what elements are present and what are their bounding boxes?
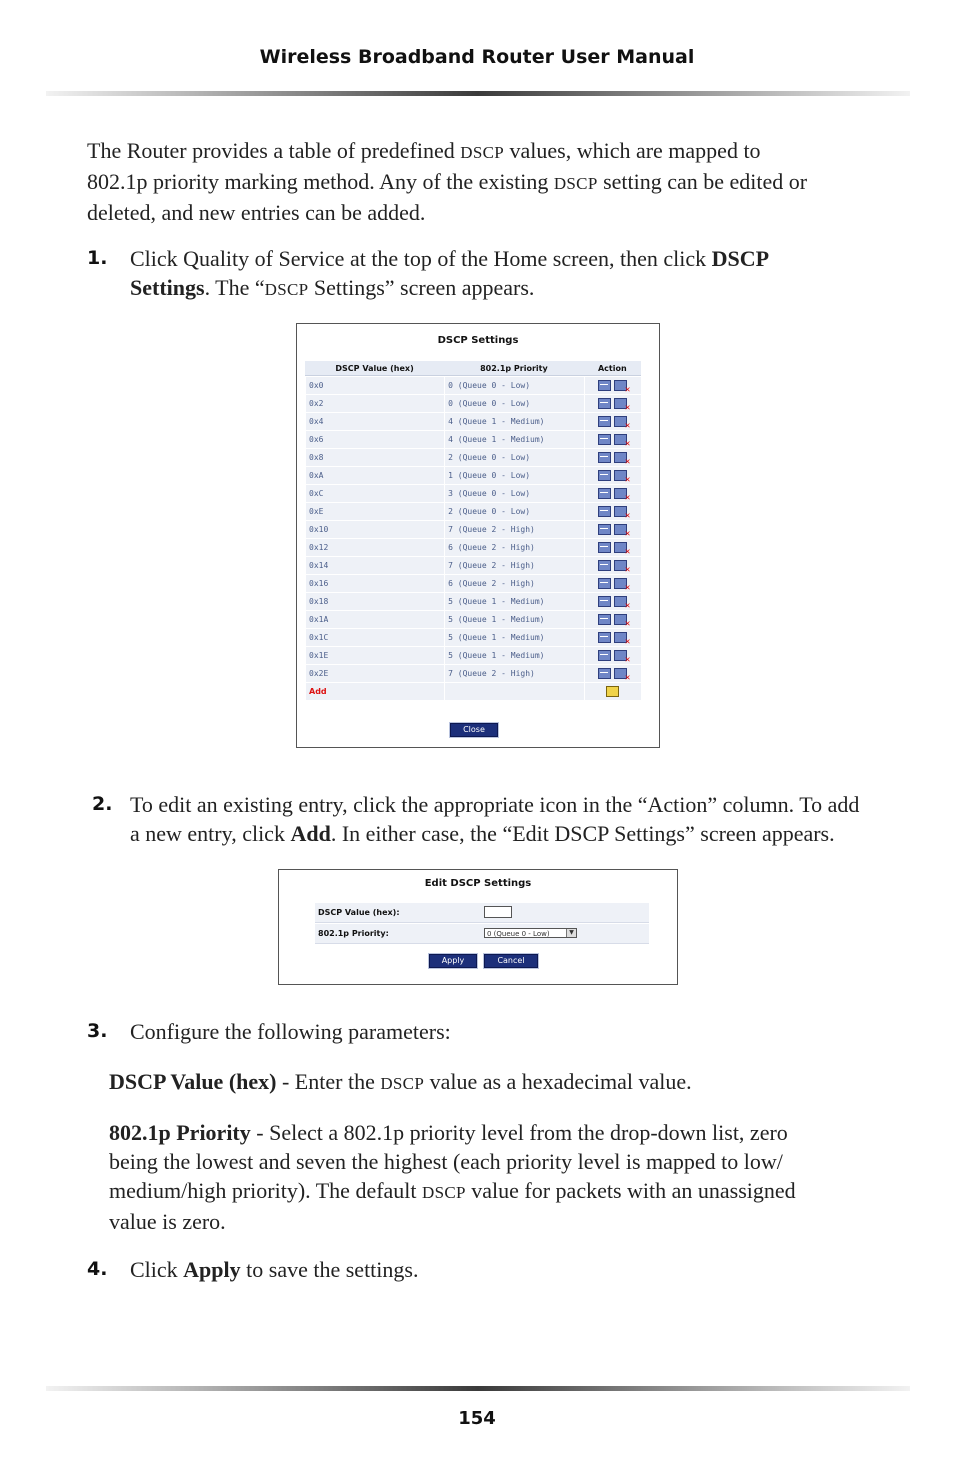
edit-icon[interactable] — [598, 614, 611, 625]
dscp-value-cell: 0x16 — [305, 575, 444, 592]
dscp-value-cell: 0x0 — [305, 377, 444, 394]
edit-icon[interactable] — [598, 506, 611, 517]
action-cell — [584, 629, 641, 646]
table-row — [305, 647, 641, 664]
dscp-value-cell: 0x10 — [305, 521, 444, 538]
table-row — [305, 593, 641, 610]
delete-icon[interactable] — [614, 380, 627, 391]
cancel-button[interactable]: Cancel — [484, 954, 538, 968]
delete-icon[interactable] — [614, 614, 627, 625]
priority-cell: 0 (Queue 0 - Low) — [444, 377, 584, 394]
step-1-number: 1. — [87, 247, 108, 269]
table-row — [305, 377, 641, 394]
edit-icon[interactable] — [598, 434, 611, 445]
action-cell — [584, 683, 641, 700]
dscp-value-input[interactable] — [484, 906, 512, 918]
delete-icon[interactable] — [614, 578, 627, 589]
edit-icon[interactable] — [598, 650, 611, 661]
table-row — [305, 467, 641, 484]
action-cell — [584, 539, 641, 556]
action-cell — [584, 449, 641, 466]
table-row — [305, 665, 641, 682]
action-cell — [584, 413, 641, 430]
delete-icon[interactable] — [614, 434, 627, 445]
edit-icon[interactable] — [598, 542, 611, 553]
action-cell — [584, 431, 641, 448]
action-cell — [584, 467, 641, 484]
dscp-value-cell: 0x4 — [305, 413, 444, 430]
priority-cell: 0 (Queue 0 - Low) — [444, 395, 584, 412]
close-button[interactable]: Close — [450, 723, 498, 737]
priority-cell: 6 (Queue 2 - High) — [444, 539, 584, 556]
dscp-value-cell: 0x2 — [305, 395, 444, 412]
delete-icon[interactable] — [614, 524, 627, 535]
table-row — [305, 557, 641, 574]
step-3-number: 3. — [87, 1020, 108, 1042]
edit-icon[interactable] — [598, 380, 611, 391]
page-number: 154 — [458, 1408, 496, 1429]
action-cell — [584, 377, 641, 394]
table-row — [305, 521, 641, 538]
delete-icon[interactable] — [614, 488, 627, 499]
dscp-value-cell: 0x6 — [305, 431, 444, 448]
edit-icon[interactable] — [598, 452, 611, 463]
step-4-number: 4. — [87, 1258, 108, 1280]
delete-icon[interactable] — [614, 632, 627, 643]
table-row — [305, 395, 641, 412]
edit-dscp-settings-title: Edit DSCP Settings — [424, 878, 532, 889]
priority-description: 802.1p Priority - Select a 802.1p priority level from the drop-down list, zero being the lowest and seven the highest (each priority level is mapped to low/ medium/high priority). The default DSCP value for packets with an unassigned value is zero. — [109, 1120, 796, 1234]
priority-cell: 7 (Queue 2 - High) — [444, 665, 584, 682]
action-cell — [584, 665, 641, 682]
edit-dscp-settings-screenshot — [278, 869, 678, 985]
priority-cell: 5 (Queue 1 - Medium) — [444, 629, 584, 646]
priority-cell: 4 (Queue 1 - Medium) — [444, 413, 584, 430]
delete-icon[interactable] — [614, 470, 627, 481]
action-cell — [584, 503, 641, 520]
table-row — [305, 413, 641, 430]
action-cell — [584, 575, 641, 592]
delete-icon[interactable] — [614, 650, 627, 661]
step-3-text: Configure the following parameters: — [130, 1019, 451, 1044]
delete-icon[interactable] — [614, 596, 627, 607]
priority-cell: 7 (Queue 2 - High) — [444, 521, 584, 538]
dscp-value-cell: 0xA — [305, 467, 444, 484]
table-row — [305, 611, 641, 628]
dscp-value-cell: 0x12 — [305, 539, 444, 556]
dscp-value-label: DSCP Value (hex): — [318, 908, 400, 917]
action-cell — [584, 593, 641, 610]
edit-icon[interactable] — [598, 416, 611, 427]
delete-icon[interactable] — [614, 416, 627, 427]
priority-cell: 4 (Queue 1 - Medium) — [444, 431, 584, 448]
priority-cell: 6 (Queue 2 - High) — [444, 575, 584, 592]
table-row — [305, 449, 641, 466]
action-cell — [584, 647, 641, 664]
dscp-settings-screenshot — [296, 323, 660, 748]
priority-cell: 2 (Queue 0 - Low) — [444, 503, 584, 520]
page-header-title: Wireless Broadband Router User Manual — [259, 46, 695, 68]
step-2-number: 2. — [92, 793, 113, 815]
edit-icon[interactable] — [598, 632, 611, 643]
dscp-value-cell: 0x1E — [305, 647, 444, 664]
priority-cell: 2 (Queue 0 - Low) — [444, 449, 584, 466]
column-header-priority: 802.1p Priority — [444, 361, 584, 376]
priority-cell: 7 (Queue 2 - High) — [444, 557, 584, 574]
dscp-value-description: DSCP Value (hex) - Enter the DSCP value as a hexadecimal value. — [109, 1069, 692, 1094]
dscp-settings-table — [305, 360, 641, 701]
edit-icon[interactable] — [598, 668, 611, 679]
priority-row — [315, 924, 649, 944]
empty-cell — [444, 683, 584, 700]
step-4-text: Click Apply to save the settings. — [130, 1257, 419, 1282]
dscp-value-cell: 0x8 — [305, 449, 444, 466]
delete-icon[interactable] — [614, 542, 627, 553]
apply-button[interactable]: Apply — [429, 954, 477, 968]
step-1-text: Click Quality of Service at the top of the Home screen, then click DSCP Settings. The “DSCP Settings” screen appears. — [130, 246, 770, 300]
priority-cell: 5 (Queue 1 - Medium) — [444, 647, 584, 664]
edit-icon[interactable] — [598, 596, 611, 607]
step-2-text: To edit an existing entry, click the appropriate icon in the “Action” column. To add a new entry, click Add. In either case, the “Edit DSCP Settings” screen appears. — [130, 792, 860, 846]
action-cell — [584, 521, 641, 538]
table-row — [305, 539, 641, 556]
action-cell — [584, 611, 641, 628]
edit-icon[interactable] — [598, 524, 611, 535]
column-header-action: Action — [584, 361, 641, 376]
add-link[interactable]: Add — [305, 683, 444, 700]
delete-icon[interactable] — [614, 506, 627, 517]
delete-icon[interactable] — [614, 452, 627, 463]
delete-icon[interactable] — [614, 560, 627, 571]
add-icon[interactable] — [606, 686, 619, 697]
column-header-dscp-value: DSCP Value (hex) — [305, 361, 444, 376]
priority-label: 802.1p Priority: — [318, 929, 389, 938]
dscp-value-cell: 0xE — [305, 503, 444, 520]
action-cell — [584, 485, 641, 502]
edit-icon[interactable] — [598, 578, 611, 589]
edit-icon[interactable] — [598, 560, 611, 571]
priority-select-value: 0 (Queue 0 - Low) — [487, 930, 550, 938]
delete-icon[interactable] — [614, 398, 627, 409]
table-row — [305, 575, 641, 592]
action-cell — [584, 557, 641, 574]
edit-icon[interactable] — [598, 470, 611, 481]
priority-cell: 1 (Queue 0 - Low) — [444, 467, 584, 484]
dscp-value-row — [315, 903, 649, 923]
table-row — [305, 431, 641, 448]
action-cell — [584, 395, 641, 412]
edit-icon[interactable] — [598, 488, 611, 499]
dscp-value-cell: 0x2E — [305, 665, 444, 682]
table-row — [305, 503, 641, 520]
dscp-settings-title: DSCP Settings — [437, 335, 519, 346]
add-row — [305, 683, 641, 700]
edit-icon[interactable] — [598, 398, 611, 409]
table-row — [305, 485, 641, 502]
footer-rule — [46, 1386, 910, 1391]
chevron-down-icon[interactable]: ▼ — [566, 929, 576, 937]
intro-paragraph: The Router provides a table of predefined DSCP values, which are mapped to 802.1p priority marking method. Any of the existing DSCP setting can be edited or deleted, and new entries can be added. — [87, 138, 808, 225]
dscp-value-cell: 0x18 — [305, 593, 444, 610]
dscp-value-cell: 0x1C — [305, 629, 444, 646]
dscp-value-cell: 0x1A — [305, 611, 444, 628]
dscp-value-cell: 0x14 — [305, 557, 444, 574]
delete-icon[interactable] — [614, 668, 627, 679]
priority-cell: 5 (Queue 1 - Medium) — [444, 611, 584, 628]
priority-select[interactable] — [484, 928, 577, 938]
priority-cell: 5 (Queue 1 - Medium) — [444, 593, 584, 610]
priority-cell: 3 (Queue 0 - Low) — [444, 485, 584, 502]
dscp-value-cell: 0xC — [305, 485, 444, 502]
table-row — [305, 629, 641, 646]
header-rule — [46, 91, 910, 96]
